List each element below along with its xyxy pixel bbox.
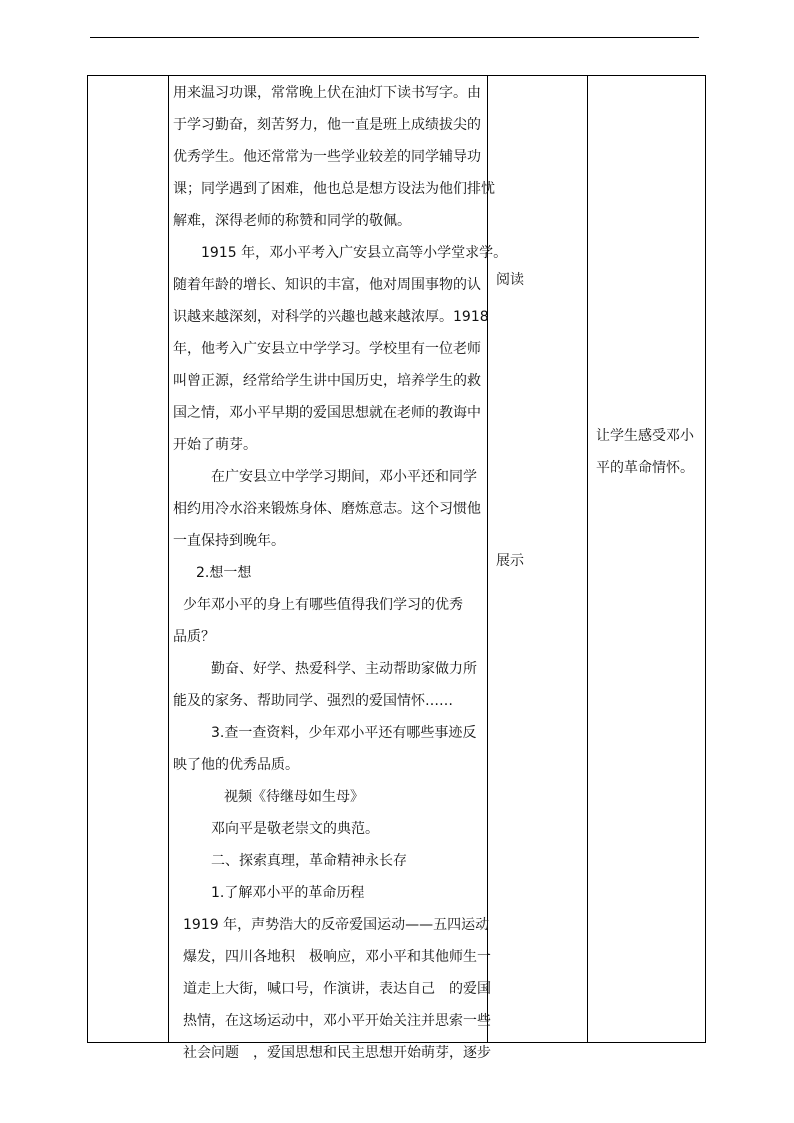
content-line: 3.查一查资料，少年邓小平还有哪些事迹反 <box>211 725 477 741</box>
content-line: 随着年龄的增长、知识的丰富，他对周围事物的认 <box>173 277 481 293</box>
video-title: 视频《待继母如生母》 <box>224 789 364 805</box>
content-line: 社会问题 ，爱国思想和民主思想开始萌芽，逐步 <box>183 1045 491 1061</box>
content-line: 在广安县立中学学习期间，邓小平还和同学 <box>211 469 477 485</box>
activity-reading: 阅读 <box>496 272 524 288</box>
content-line: 少年邓小平的身上有哪些值得我们学习的优秀 <box>183 597 463 613</box>
teaching-content-column <box>170 76 508 1061</box>
content-line: 开始了萌芽。 <box>173 437 257 453</box>
content-line: 用来温习功课，常常晚上伏在油灯下读书写字。由 <box>173 85 481 101</box>
content-line: 能及的家务、帮助同学、强烈的爱国情怀…… <box>173 693 453 709</box>
column-divider <box>168 76 169 1042</box>
content-line: 邓向平是敬老崇文的典范。 <box>211 821 379 837</box>
content-line: 国之情，邓小平早期的爱国思想就在老师的教诲中 <box>173 405 481 421</box>
section-heading: 2.想一想 <box>196 565 252 581</box>
student-activity-column <box>488 76 588 1042</box>
lesson-table <box>87 75 706 1061</box>
section-heading: 1.了解邓小平的革命历程 <box>211 885 365 901</box>
content-line: 识越来越深刻，对科学的兴趣也越来越浓厚。1918 <box>173 309 489 325</box>
content-line: 品质？ <box>173 629 215 645</box>
activity-display: 展示 <box>496 553 524 569</box>
content-line: 映了他的优秀品质。 <box>173 757 299 773</box>
content-line: 优秀学生。他还常常为一些学业较差的同学辅导功 <box>173 149 481 165</box>
purpose-line: 平的革命情怀。 <box>596 460 694 476</box>
content-line: 课；同学遇到了困难，他也总是想方设法为他们排忧 <box>173 181 495 197</box>
content-line: 热情，在这场运动中，邓小平开始关注并思索一些 <box>183 1013 491 1029</box>
content-line: 爆发，四川各地积 极响应，邓小平和其他师生一 <box>183 949 491 965</box>
section-heading: 二、探索真理，革命精神永长存 <box>211 853 407 869</box>
content-line: 叫曾正源，经常给学生讲中国历史，培养学生的救 <box>173 373 481 389</box>
content-line: 于学习勤奋，刻苦努力，他一直是班上成绩拔尖的 <box>173 117 481 133</box>
content-line: 一直保持到晚年。 <box>173 533 285 549</box>
design-purpose-column <box>588 76 706 1042</box>
content-line: 相约用冷水浴来锻炼身体、磨炼意志。这个习惯他 <box>173 501 481 517</box>
page-header-rule <box>90 37 699 38</box>
content-line: 道走上大街，喊口号，作演讲，表达自己 的爱国 <box>183 981 491 997</box>
content-line: 1919 年，声势浩大的反帝爱国运动——五四运动 <box>183 917 490 933</box>
purpose-line: 让学生感受邓小 <box>596 428 694 444</box>
content-line: 1915 年，邓小平考入广安县立高等小学堂求学。 <box>201 245 508 261</box>
content-line: 年，他考入广安县立中学学习。学校里有一位老师 <box>173 341 481 357</box>
content-line: 解难，深得老师的称赞和同学的敬佩。 <box>173 213 411 229</box>
content-line: 勤奋、好学、热爱科学、主动帮助家做力所 <box>211 661 477 677</box>
